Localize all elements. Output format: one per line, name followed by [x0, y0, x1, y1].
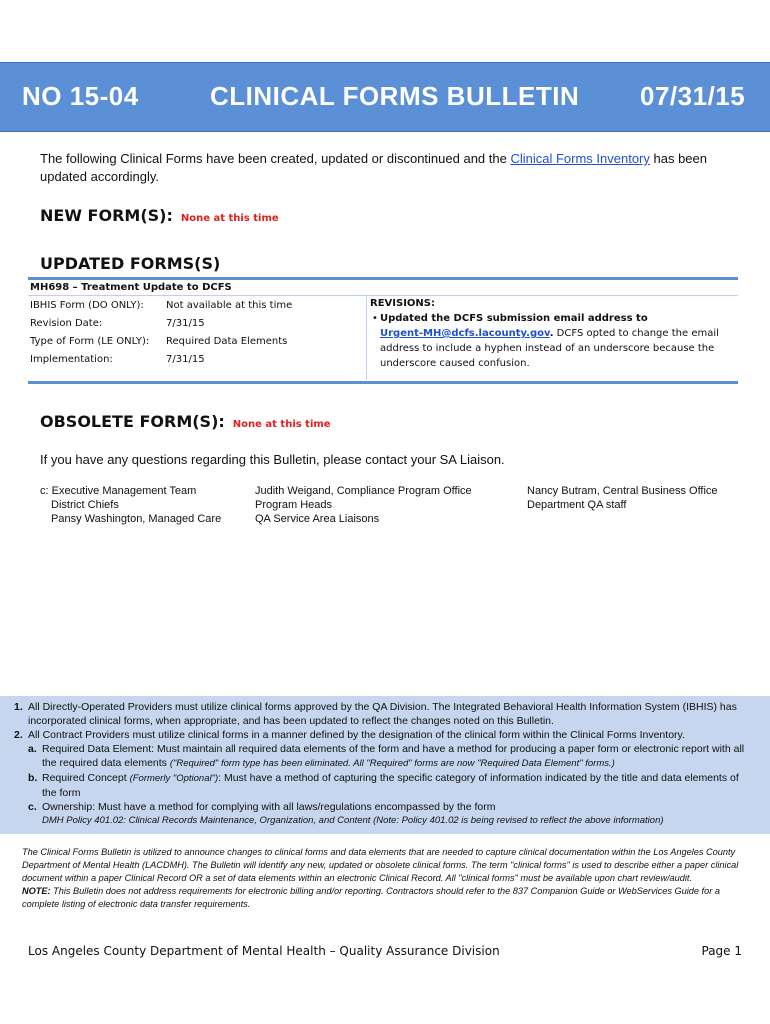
intro-paragraph: [40, 150, 740, 186]
updated-forms-heading: UPDATED FORMS(S): [40, 254, 221, 273]
note-2-text: All Contract Providers must utilize clinical forms in a manner defined by the designation of the clinical form within the Clinical Forms Inventory.: [28, 729, 685, 741]
clinical-forms-inventory-link[interactable]: Clinical Forms Inventory: [510, 151, 650, 166]
note-2b: [14, 771, 754, 800]
bullet-icon: •: [372, 313, 378, 324]
obsolete-forms-note: None at this time: [232, 419, 331, 430]
updated-forms-top-rule: [28, 277, 738, 280]
new-forms-section: [40, 206, 279, 225]
updated-form-title: MH698 – Treatment Update to DCFS: [30, 282, 232, 293]
cc-entry: Nancy Butram, Central Business Office: [527, 485, 718, 497]
fine-print-note: [22, 885, 748, 911]
note-2a-italic: ("Required" form type has been eliminated. All "Required" forms are now "Required Data Element" forms.): [169, 758, 615, 769]
row-value-ibhis: Not available at this time: [166, 300, 293, 311]
revisions-block: [370, 296, 730, 371]
obsolete-forms-heading: OBSOLETE FORM(S):: [40, 412, 225, 431]
note-2-number: 2.: [14, 729, 23, 741]
provider-notes: [14, 700, 754, 828]
note-2a-letter: a.: [28, 743, 37, 755]
updated-forms-bottom-rule: [28, 381, 738, 384]
row-value-implementation: 7/31/15: [166, 354, 205, 365]
fine-print: [22, 846, 748, 911]
footer-department: Los Angeles County Department of Mental Health – Quality Assurance Division: [28, 944, 500, 958]
intro-text-after: has been updated accordingly.: [40, 151, 707, 184]
note-2c-text: Ownership: Must have a method for complying with all laws/regulations encompassed by the form: [42, 801, 496, 813]
row-label-ibhis: IBHIS Form (DO ONLY):: [30, 300, 144, 311]
note-2a: [14, 742, 754, 771]
policy-reference: DMH Policy 401.02: Clinical Records Maintenance, Organization, and Content (Note: Policy 401.02 is being revised to reflect the above information): [42, 815, 664, 826]
new-forms-heading: NEW FORM(S):: [40, 206, 173, 225]
note-label: NOTE:: [22, 886, 51, 896]
revisions-heading: REVISIONS:: [370, 298, 435, 309]
row-label-implementation: Implementation:: [30, 354, 113, 365]
bulletin-title: CLINICAL FORMS BULLETIN: [210, 81, 580, 111]
bulletin-date: 07/31/15: [640, 81, 746, 111]
revision-item: [380, 311, 730, 371]
note-2c: [14, 800, 754, 814]
row-value-revision-date: 7/31/15: [166, 318, 205, 329]
cc-entry: Judith Weigand, Compliance Program Office: [255, 485, 472, 497]
note-2b-text-2: : Must have a method of capturing the specific category of information indicated by the title and data elements of the form: [42, 772, 739, 799]
cc-entry: Program Heads: [255, 499, 333, 511]
row-value-type-of-form: Required Data Elements: [166, 336, 288, 347]
bulletin-banner: [0, 62, 770, 132]
note-2b-letter: b.: [28, 772, 38, 784]
revision-bold-text: Updated the DCFS submission email address to: [380, 313, 648, 324]
note-2b-italic: (Formerly "Optional"): [129, 773, 219, 784]
cc-column-1: [40, 484, 221, 526]
obsolete-forms-section: [40, 412, 331, 431]
row-label-type-of-form: Type of Form (LE ONLY):: [30, 336, 150, 347]
revision-period: .: [549, 328, 554, 339]
cc-entry: Department QA staff: [527, 499, 627, 511]
new-forms-note: None at this time: [180, 213, 279, 224]
footer-page-number: Page 1: [701, 944, 742, 958]
note-1-number: 1.: [14, 701, 23, 713]
fine-print-paragraph: The Clinical Forms Bulletin is utilized to announce changes to clinical forms and data elements that are needed to capture clinical documentation within the Los Angeles County Department of Mental Health (LACDMH). The Bulletin will identify any new, updated or obsolete clinical forms. The term "clinical forms" is used to describe either a paper clinical document within a paper Clinical Record OR a set of data elements within an electronic Clinical Record. All "clinical forms" must be available upon chart review/audit.: [22, 847, 739, 883]
revision-text: DCFS opted to change the email address to include a hyphen instead of an underscore because the underscore caused confusion.: [380, 328, 719, 369]
dcfs-email-link[interactable]: Urgent-MH@dcfs.lacounty.gov: [380, 328, 550, 339]
note-2: [14, 728, 754, 742]
note-2b-text-1: Required Concept: [42, 772, 130, 784]
cc-entry: c: Executive Management Team: [40, 485, 197, 497]
cc-entry: Pansy Washington, Managed Care: [51, 513, 222, 525]
cc-entry: District Chiefs: [51, 499, 119, 511]
note-2a-text: Required Data Element: Must maintain all required data elements of the form and have a method for producing a paper form or electronic report with all the required data elements: [42, 743, 745, 769]
bulletin-number: NO 15-04: [22, 81, 139, 111]
cc-column-2: [255, 484, 472, 526]
note-text: This Bulletin does not address requirements for electronic billing and/or reporting. Contractors should refer to the 837 Companion Guide or WebServices Guide for a complete listing of electronic data transfer requirements.: [22, 886, 720, 909]
intro-text-before: The following Clinical Forms have been created, updated or discontinued and the: [40, 151, 511, 166]
note-1-text: All Directly-Operated Providers must utilize clinical forms approved by the QA Division. The Integrated Behavioral Health Information System (IBHIS) has incorporated clinical forms, when appropriate, and has been updated to reflect the changes noted on this Bulletin.: [28, 701, 737, 727]
note-2c-letter: c.: [28, 801, 37, 813]
cc-entry: QA Service Area Liaisons: [255, 513, 380, 525]
cc-column-3: [527, 484, 718, 512]
table-divider: [366, 296, 367, 380]
row-label-revision-date: Revision Date:: [30, 318, 103, 329]
questions-text: If you have any questions regarding this Bulletin, please contact your SA Liaison.: [40, 452, 505, 467]
note-1: [14, 700, 754, 728]
